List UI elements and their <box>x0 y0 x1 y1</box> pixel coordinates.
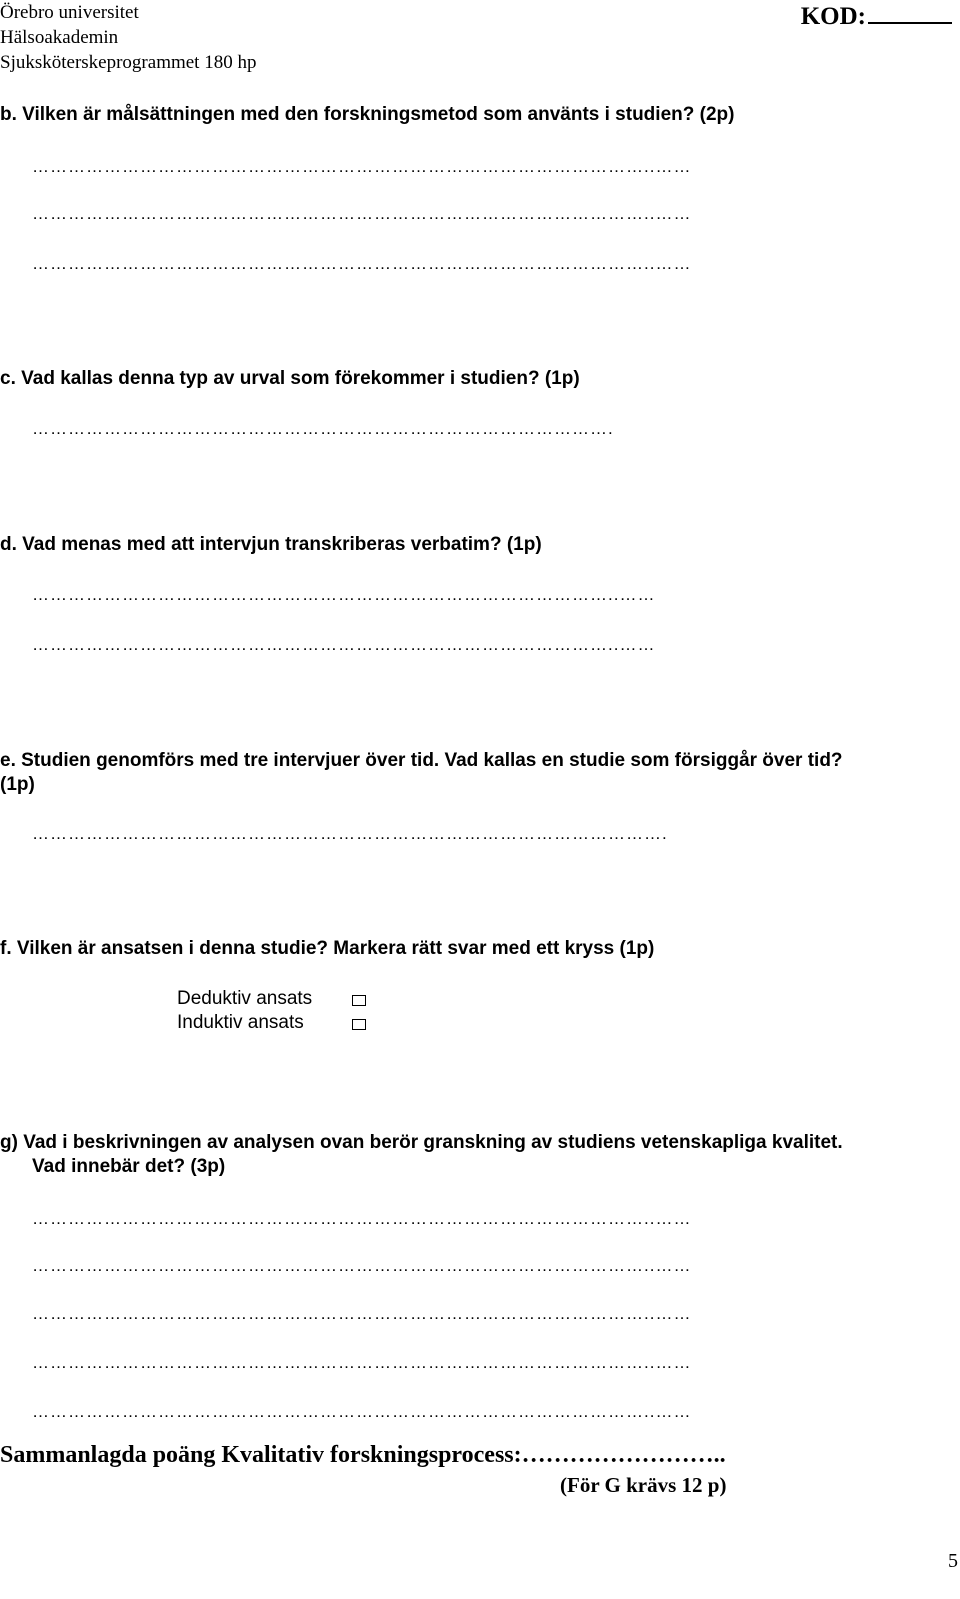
question-e: e. Studien genomförs med tre intervjuer över tid. Vad kallas en studie som försiggår över tid? <box>0 750 843 771</box>
total-score-line: Sammanlagda poäng Kvalitativ forskningsprocess:…………………….. <box>0 1442 726 1468</box>
program-name: Sjuksköterskeprogrammet 180 hp <box>0 52 257 73</box>
question-f-prompt: f. Vilken är ansatsen i denna studie? <box>0 938 329 959</box>
question-f <box>0 937 654 961</box>
option-deductive-label: Deduktiv ansats <box>177 988 313 1009</box>
answer-line[interactable]: …………………………………………………………………………………………..…… <box>32 254 692 273</box>
academy-name: Hälsoakademin <box>0 27 119 48</box>
code-blank[interactable] <box>868 0 952 24</box>
answer-line[interactable]: …………………………………………………………………………………………..…… <box>32 1304 692 1323</box>
answer-line[interactable]: ……………………………………………………………………………………..…… <box>32 635 656 654</box>
answer-line[interactable]: …………………………………………………………………………………………..…… <box>32 1209 692 1228</box>
page-number: 5 <box>948 1550 958 1572</box>
pass-requirement: (För G krävs 12 p) <box>560 1473 727 1497</box>
answer-line[interactable]: ……………………………………………………………………………………………. <box>32 824 668 843</box>
answer-line[interactable]: …………………………………………………………………………………………..…… <box>32 1353 692 1372</box>
question-f-instruction: Markera rätt svar med ett kryss (1p) <box>328 938 655 959</box>
question-g-line2: Vad innebär det? (3p) <box>32 1156 226 1177</box>
code-label: KOD: <box>800 3 866 30</box>
answer-line[interactable]: ……………………………………………………………………………………..…… <box>32 585 656 604</box>
university-name: Örebro universitet <box>0 2 139 23</box>
answer-line[interactable]: …………………………………………………………………………………………..…… <box>32 204 692 223</box>
option-deductive-checkbox[interactable] <box>352 995 366 1006</box>
question-b: b. Vilken är målsättningen med den forskningsmetod som använts i studien? (2p) <box>0 104 735 125</box>
question-d: d. Vad menas med att intervjun transkriberas verbatim? (1p) <box>0 534 542 555</box>
option-inductive-label: Induktiv ansats <box>177 1012 304 1033</box>
option-inductive-checkbox[interactable] <box>352 1019 366 1030</box>
code-field[interactable] <box>801 0 952 31</box>
question-e-points: (1p) <box>0 774 35 795</box>
answer-line[interactable]: …………………………………………………………………………………………..…… <box>32 1402 692 1421</box>
question-g: g) Vad i beskrivningen av analysen ovan berör granskning av studiens vetenskapliga kvalitet. <box>0 1132 843 1153</box>
answer-line[interactable]: …………………………………………………………………………………………..…… <box>32 1256 692 1275</box>
answer-line[interactable]: …………………………………………………………………………………………..…… <box>32 157 692 176</box>
answer-line[interactable]: ……………………………………………………………………………………. <box>32 419 614 438</box>
question-c: c. Vad kallas denna typ av urval som förekommer i studien? (1p) <box>0 368 580 389</box>
